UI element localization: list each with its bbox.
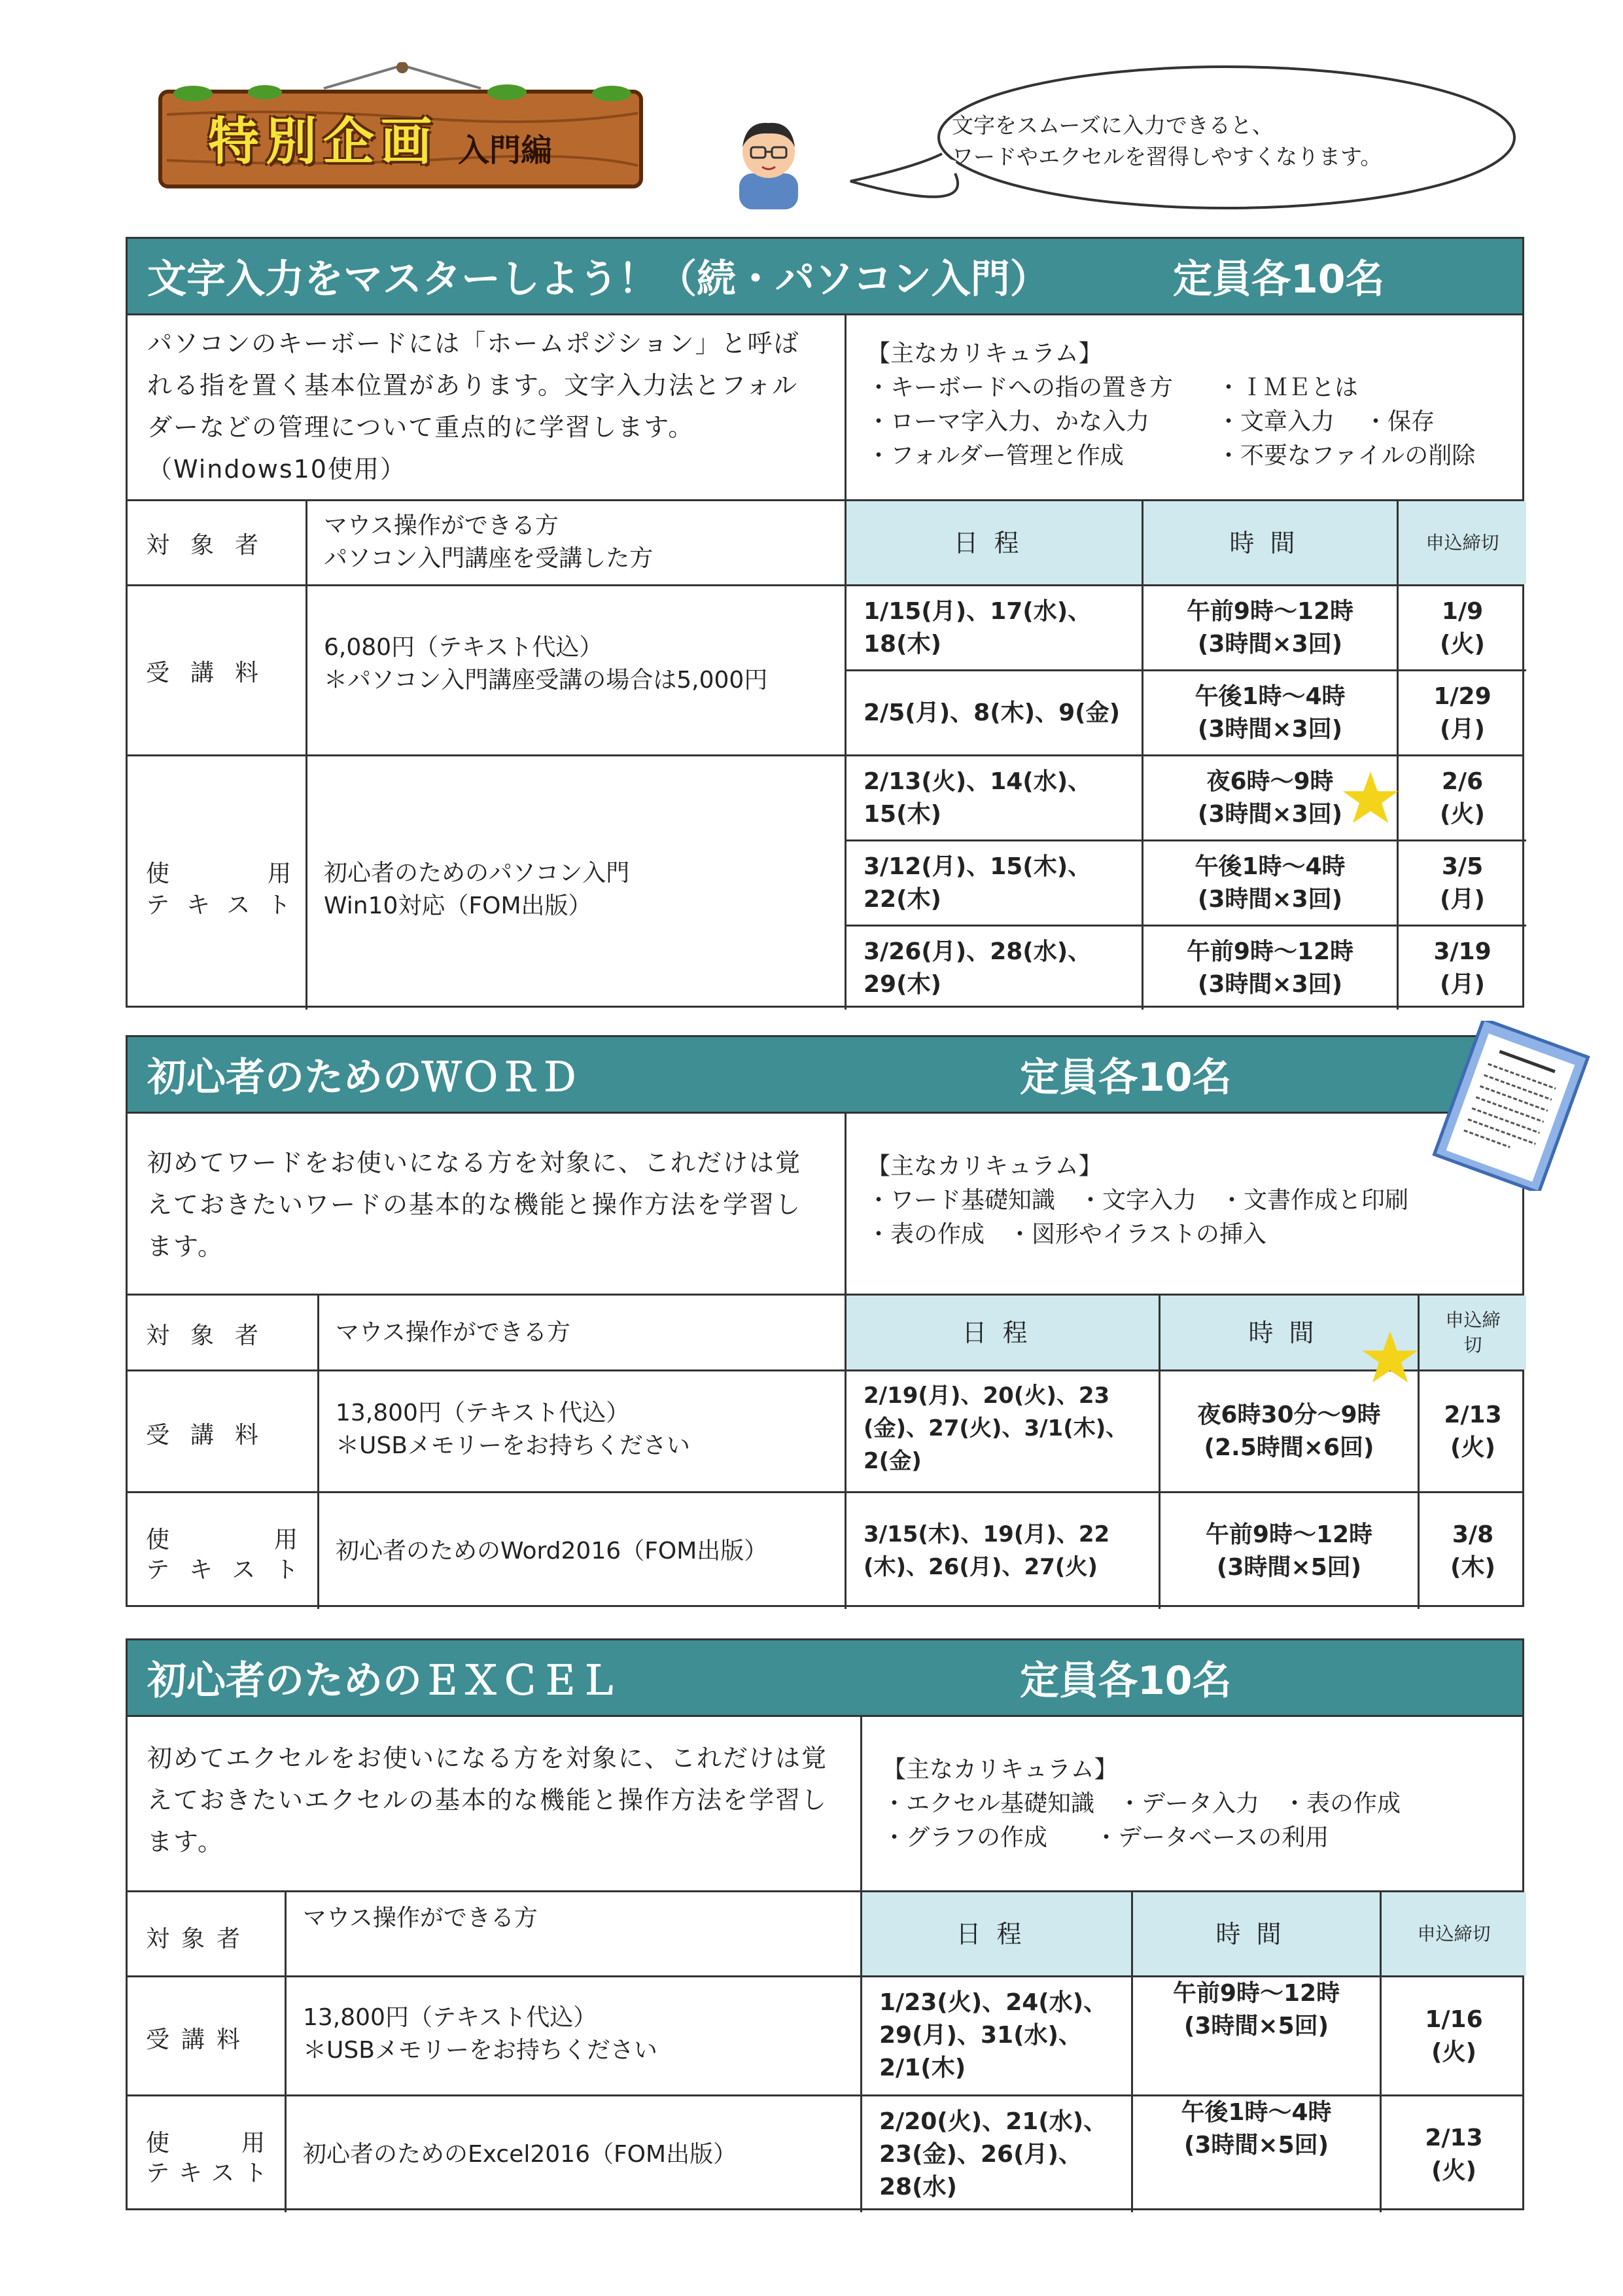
curriculum-line: ・ワード基礎知識 ・文字入力 ・文書作成と印刷 [867,1187,1409,1214]
time-line: 夜6時～9時 [1206,768,1334,795]
course-title: 文字入力をマスターしよう！（続・パソコン入門） [147,256,1049,302]
schedule-deadline [1399,586,1526,669]
course-description: 初めてワードをお使いになる方を対象に、これだけは覚えておきたいワードの基本的な機能と操作方法を学習します。 [147,1148,802,1261]
course-section-excel [126,1638,1524,2210]
deadline-day: (月) [1440,885,1485,913]
bubble-line-1: 文字をスムーズに入力できると、 [952,113,1274,138]
date-line: 29(月)、31(水)、 [879,2022,1083,2049]
time-line: 午前9時～12時 [1205,1521,1373,1548]
col-deadline-line: 申込締 [1445,1309,1501,1331]
label-textbook-1: 使用 [146,2130,338,2157]
course-description: パソコンのキーボードには「ホームポジション」と呼ばれる指を置く基本位置があります。文字入力法とフォルダーなどの管理について重点的に学習します。（Windows10使用） [147,329,800,484]
date-line: 22(木) [864,886,942,913]
schedule-date [864,1371,1158,1491]
date-line: 3/15(木)、19(月)、22 [864,1521,1110,1547]
time-line: 午後1時～4時 [1195,682,1346,710]
date-line: 2/20(火)、21(水)、 [879,2108,1108,2135]
curriculum [882,1753,1497,1855]
schedule-deadline [1399,671,1526,754]
schedule-time [1161,1493,1418,1609]
deadline-date: 3/19 [1433,938,1492,965]
curriculum-item: ・不要なファイルの削除 [1217,442,1476,469]
fee-line: 13,800円（テキスト代込） [336,1400,630,1426]
section-header [128,239,1522,313]
date-line: (金)、27(火)、3/1(木)、 [864,1415,1128,1441]
date-line: 23(金)、26(月)、 [879,2141,1083,2168]
time-line: 午後1時～4時 [1181,2099,1332,2126]
schedule-date [864,671,1138,754]
schedule-time [1143,927,1397,1010]
curriculum-item: ・ローマ字入力、かな入力 [867,408,1150,435]
date-line: 15(木) [864,801,942,828]
curriculum-title: 【主なカリキュラム】 [882,1756,1118,1783]
star-icon [1361,1328,1420,1387]
date-line: 18(木) [864,631,942,658]
schedule-time [1143,671,1397,754]
label-textbook-1: 使用 [146,860,390,887]
date-line: 2/19(月)、20(火)、23 [864,1383,1110,1409]
course-description: 初めてエクセルをお使いになる方を対象に、これだけは覚えておきたいエクセルの基本的な機能と操作方法を学習します。 [147,1744,828,1856]
col-deadline: 申込締切 [1399,501,1526,584]
schedule-date [879,1977,1131,2094]
label-textbook-1: 使用 [146,1527,403,1553]
textbook: 初心者のためのWord2016（FOM出版） [336,1537,768,1564]
label-textbook-2: テキスト [146,2160,277,2187]
curriculum [867,337,1495,473]
date-line: 3/12(月)、15(木)、 [864,853,1092,880]
date-line: 1/23(火)、24(水)、 [879,1989,1108,2016]
col-time: 時間 [1143,501,1397,584]
target-audience: マウス操作ができる方 [336,1318,570,1346]
fee-line: 6,080円（テキスト代込） [324,634,603,661]
time-line: (3時間×5回) [1183,2132,1329,2159]
curriculum-title: 【主なカリキュラム】 [867,1153,1102,1180]
target-line: パソコン入門講座を受講した方 [324,545,654,572]
deadline-date: 1/29 [1433,682,1492,710]
target-audience: マウス操作ができる方 [303,1905,538,1932]
label-target: 対象者 [146,1926,253,1952]
capacity-label: 定員各10名 [1020,1658,1232,1704]
textbook-line: 初心者のためのパソコン入門 [324,860,630,887]
curriculum-item: ・キーボードへの指の置き方 [867,374,1174,401]
curriculum-line: ・表の作成 ・図形やイラストの挿入 [867,1221,1266,1248]
bubble-text [952,110,1475,173]
section-header [128,1037,1522,1112]
schedule-time [1143,586,1397,669]
curriculum-line: ・エクセル基礎知識 ・データ入力 ・表の作成 [882,1790,1401,1817]
col-schedule: 日程 [846,501,1142,584]
time-line: 午前9時～12時 [1186,938,1354,965]
document-icon [1420,1021,1603,1191]
col-schedule: 日程 [862,1892,1131,1975]
fee-line: ＊USBメモリーをお持ちください [303,2037,657,2064]
date-line: 28(水) [879,2174,958,2200]
deadline-date: 3/5 [1441,853,1484,880]
section-header [128,1640,1522,1715]
date-line: 2(金) [864,1448,922,1474]
schedule-time [1133,2096,1380,2162]
deadline-day: (月) [1440,970,1485,998]
schedule-date [879,2096,1131,2212]
curriculum [867,1150,1495,1252]
capacity-label: 定員各10名 [1173,256,1385,302]
time-line: (3時間×3回) [1197,630,1343,658]
schedule-deadline [1382,2096,1526,2212]
capacity-label: 定員各10名 [1020,1055,1232,1101]
time-line: 午後1時～4時 [1195,853,1346,880]
deadline-date: 1/16 [1425,2005,1483,2033]
date-line: 3/26(月)、28(水)、 [864,938,1092,965]
deadline-date: 1/9 [1441,597,1484,625]
curriculum-title: 【主なカリキュラム】 [867,340,1102,367]
col-deadline [1420,1296,1526,1369]
fee [303,2002,852,2067]
label-target: 対象者 [146,532,280,559]
fee [336,1397,833,1462]
course-title: 初心者のためのＥＸＣＥＬ [147,1658,618,1704]
star-icon [1341,769,1400,828]
date-line: 29(木) [864,971,942,998]
deadline-date: 2/6 [1441,768,1484,795]
time-line: 午前9時～12時 [1186,597,1354,625]
textbook: 初心者のためのExcel2016（FOM出版） [303,2140,737,2168]
curriculum-line: ・グラフの作成 ・データベースの利用 [882,1824,1329,1851]
course-title: 初心者のためのＷＯＲＤ [147,1055,579,1101]
schedule-date [864,927,1138,1010]
sign-subtitle: 入門編 [458,132,553,169]
time-line: (3時間×5回) [1183,2013,1329,2040]
schedule-deadline [1420,1371,1526,1491]
curriculum-item: ・保存 [1364,408,1435,435]
target-audience [324,502,834,584]
time-line: (3時間×3回) [1197,715,1343,743]
deadline-day: (火) [1440,800,1485,828]
fee-line: 13,800円（テキスト代込） [303,2004,597,2031]
fee-line: ＊USBメモリーをお持ちください [336,1432,690,1459]
date-line: 2/5(月)、8(木)、9(金) [864,699,1121,726]
label-textbook-2: テキスト [146,1557,319,1583]
time-line: (3時間×5回) [1216,1553,1362,1581]
date-line: (木)、26(月)、27(火) [864,1554,1098,1580]
curriculum-item: ・フォルダー管理と作成 [867,442,1124,469]
time-line: (2.5時間×6回) [1204,1434,1374,1461]
textbook [324,857,834,923]
curriculum-item: ・ＩＭＥとは [1217,374,1359,401]
course-section-typing [126,237,1524,1008]
schedule-date [864,1493,1158,1609]
deadline-date: 3/8 [1452,1521,1494,1548]
course-section-word [126,1035,1524,1607]
sign-title: 特別企画 [208,113,439,171]
col-deadline-line: 切 [1463,1333,1482,1356]
fee-line: ＊パソコン入門講座受講の場合は5,000円 [324,667,768,694]
date-line: 1/15(月)、17(水)、 [864,598,1092,625]
schedule-date [864,841,1138,925]
deadline-day: (木) [1450,1553,1495,1581]
label-fee: 受講料 [146,660,280,686]
deadline-day: (火) [1440,630,1485,658]
target-line: マウス操作ができる方 [324,512,559,539]
schedule-deadline [1399,927,1526,1010]
person-illustration [726,111,811,209]
col-time: 時間 [1133,1892,1380,1975]
time-line: 午前9時～12時 [1172,1980,1340,2007]
date-line: 2/1(木) [879,2055,966,2081]
label-textbook-2: テキスト [146,892,308,919]
time-line: (3時間×3回) [1197,885,1343,913]
label-target: 対象者 [146,1322,280,1349]
time-line: (3時間×3回) [1197,800,1343,828]
curriculum-item: ・文章入力 [1217,408,1335,435]
schedule-time [1133,1977,1380,2043]
schedule-deadline [1420,1493,1526,1609]
deadline-date: 2/13 [1444,1401,1502,1428]
schedule-deadline [1399,756,1526,839]
schedule-deadline [1382,1977,1526,2094]
col-schedule: 日程 [846,1296,1159,1369]
schedule-date [864,586,1138,669]
date-line: 2/13(火)、14(水)、 [864,768,1092,795]
bubble-line-2: ワードやエクセルを習得しやすくなります。 [952,144,1382,169]
fee [324,631,834,697]
deadline-day: (月) [1440,715,1485,743]
deadline-day: (火) [1431,2038,1476,2066]
time-line: (3時間×3回) [1197,970,1343,998]
col-time: 時間 [1161,1296,1418,1369]
deadline-day: (火) [1431,2157,1476,2184]
deadline-date: 2/13 [1425,2124,1483,2151]
textbook-line: Win10対応（FOM出版） [324,892,592,919]
schedule-time [1143,841,1397,925]
schedule-time [1161,1371,1418,1491]
schedule-date [864,756,1138,839]
schedule-deadline [1399,841,1526,925]
label-fee: 受講料 [146,1422,280,1449]
label-fee: 受講料 [146,2026,253,2053]
col-deadline: 申込締切 [1382,1892,1526,1975]
time-line: 夜6時30分～9時 [1197,1401,1381,1428]
deadline-day: (火) [1450,1434,1495,1461]
